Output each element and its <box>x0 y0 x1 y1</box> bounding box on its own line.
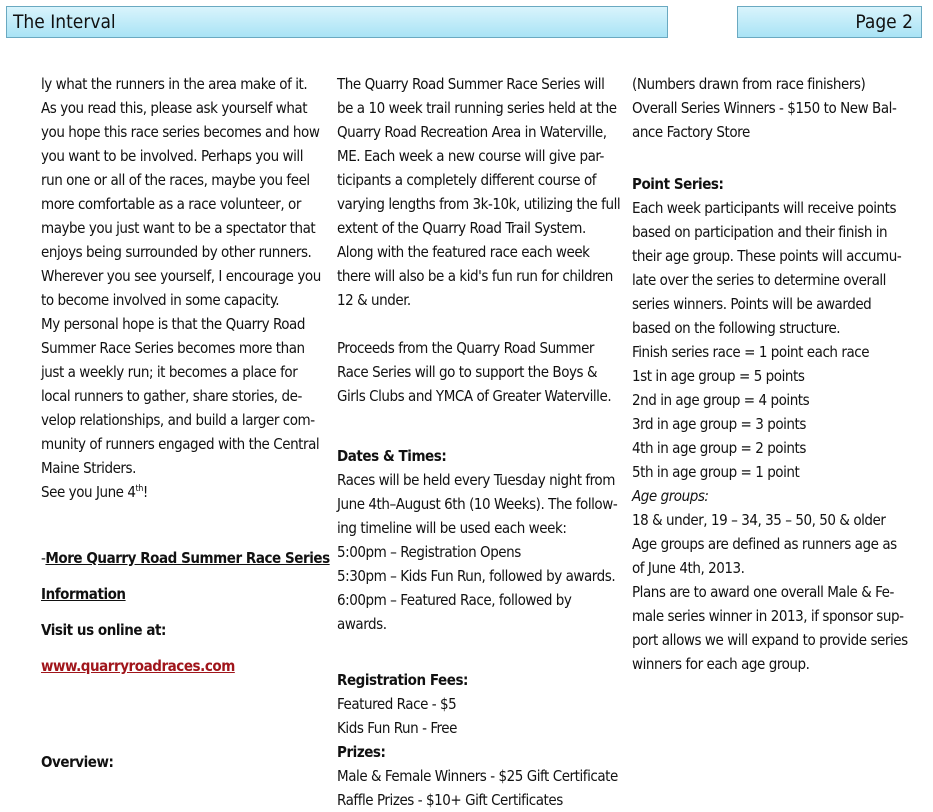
text-line: As you read this, please ask yourself what <box>41 99 308 117</box>
text-line: you want to be involved. Perhaps you will <box>41 147 304 165</box>
text-line: 18 & under, 19 – 34, 35 – 50, 50 & older <box>632 511 886 529</box>
header-title-bar <box>6 6 668 38</box>
point-series-heading: Point Series: <box>632 175 724 193</box>
text-line: there will also be a kid's fun run for children <box>337 267 613 285</box>
text-line: just a weekly run; it becomes a place for <box>41 363 298 381</box>
text-line: Overall Series Winners - $150 to New Bal- <box>632 99 897 117</box>
see-you-line: See you June 4th! <box>41 483 148 501</box>
series-description <box>337 72 627 312</box>
column-1 <box>41 72 330 774</box>
prize-item: Male & Female Winners - $25 Gift Certificate <box>337 767 618 785</box>
text-line: Proceeds from the Quarry Road Summer <box>337 339 595 357</box>
text-line: Along with the featured race each week <box>337 243 590 261</box>
text-line: series winners. Points will be awarded <box>632 295 872 313</box>
overview-heading: Overview: <box>41 753 114 771</box>
text-line: 12 & under. <box>337 291 411 309</box>
proceeds-paragraph <box>337 336 627 408</box>
fee-item: Featured Race - $5 <box>337 695 457 713</box>
text-line: you hope this race series becomes and how <box>41 123 320 141</box>
column-2 <box>337 72 627 812</box>
text-line: extent of the Quarry Road Trail System. <box>337 219 586 237</box>
website-link[interactable]: www.quarryroadraces.com <box>41 657 235 675</box>
information-heading: Information <box>41 585 126 603</box>
age-groups-heading: Age groups: <box>632 487 709 505</box>
text-line: port allows we will expand to provide series <box>632 631 908 649</box>
text-line: munity of runners engaged with the Central <box>41 435 320 453</box>
fee-item: Kids Fun Run - Free <box>337 719 458 737</box>
text-line: Age groups are defined as runners age as <box>632 535 897 553</box>
text-line: 5:00pm – Registration Opens <box>337 543 521 561</box>
text-line: ing timeline will be used each week: <box>337 519 567 537</box>
text-line: local runners to gather, share stories, de- <box>41 387 302 405</box>
text-line: ance Factory Store <box>632 123 750 141</box>
text-line: ly what the runners in the area make of it. <box>41 75 308 93</box>
text-line: Finish series race = 1 point each race <box>632 343 870 361</box>
prizes-heading: Prizes: <box>337 743 386 761</box>
fees-heading: Registration Fees: <box>337 671 468 689</box>
text-line: ticipants a completely different course of <box>337 171 597 189</box>
intro-paragraph <box>41 72 326 504</box>
text-line: Races will be held every Tuesday night from <box>337 471 615 489</box>
text-line: ME. Each week a new course will give par- <box>337 147 604 165</box>
text-line: maybe you just want to be a spectator that <box>41 219 316 237</box>
text-line: winners for each age group. <box>632 655 810 673</box>
header-page-bar <box>737 6 922 38</box>
text-line: 5:30pm – Kids Fun Run, followed by awards. <box>337 567 616 585</box>
text-line: run one or all of the races, maybe you feel <box>41 171 310 189</box>
text-line: enjoys being surrounded by other runners. <box>41 243 312 261</box>
visit-online-label: Visit us online at: <box>41 621 166 639</box>
text-line: 3rd in age group = 3 points <box>632 415 806 433</box>
text-line: 5th in age group = 1 point <box>632 463 800 481</box>
text-line: Girls Clubs and YMCA of Greater Waterville. <box>337 387 612 405</box>
text-line: 4th in age group = 2 points <box>632 439 806 457</box>
more-info-heading: -More Quarry Road Summer Race Series <box>41 549 330 567</box>
text-line: awards. <box>337 615 387 633</box>
text-line: Wherever you see yourself, I encourage you <box>41 267 321 285</box>
text-line: Plans are to award one overall Male & Fe- <box>632 583 894 601</box>
text-line: based on participation and their finish in <box>632 223 888 241</box>
text-line: male series winner in 2013, if sponsor sup- <box>632 607 904 625</box>
text-line: My personal hope is that the Quarry Road <box>41 315 305 333</box>
text-line: Each week participants will receive points <box>632 199 897 217</box>
text-line: 1st in age group = 5 points <box>632 367 805 385</box>
newsletter-title: The Interval <box>13 11 116 33</box>
text-line: be a 10 week trail running series held at the <box>337 99 617 117</box>
text-line: The Quarry Road Summer Race Series will <box>337 75 605 93</box>
text-line: Summer Race Series becomes more than <box>41 339 305 357</box>
text-line: to become involved in some capacity. <box>41 291 280 309</box>
text-line: Maine Striders. <box>41 459 136 477</box>
prizes-continued <box>632 72 922 144</box>
text-line: of June 4th, 2013. <box>632 559 745 577</box>
text-line: their age group. These points will accumu- <box>632 247 902 265</box>
dates-heading: Dates & Times: <box>337 447 447 465</box>
text-line: Quarry Road Recreation Area in Waterville, <box>337 123 607 141</box>
text-line: 6:00pm – Featured Race, followed by <box>337 591 572 609</box>
point-series-paragraph <box>632 196 922 484</box>
dates-paragraph <box>337 468 627 636</box>
text-line: late over the series to determine overall <box>632 271 886 289</box>
text-line: Race Series will go to support the Boys & <box>337 363 598 381</box>
text-line: varying lengths from 3k-10k, utilizing the full <box>337 195 621 213</box>
text-line: 2nd in age group = 4 points <box>632 391 810 409</box>
text-line: velop relationships, and build a larger com- <box>41 411 315 429</box>
text-line: (Numbers drawn from race finishers) <box>632 75 866 93</box>
text-line: June 4th–August 6th (10 Weeks). The follow- <box>337 495 618 513</box>
prize-item: Raffle Prizes - $10+ Gift Certificates <box>337 791 563 809</box>
column-3 <box>632 72 922 676</box>
age-groups-paragraph <box>632 508 922 676</box>
text-line: based on the following structure. <box>632 319 841 337</box>
page-number: Page 2 <box>855 11 913 33</box>
text-line: more comfortable as a race volunteer, or <box>41 195 301 213</box>
